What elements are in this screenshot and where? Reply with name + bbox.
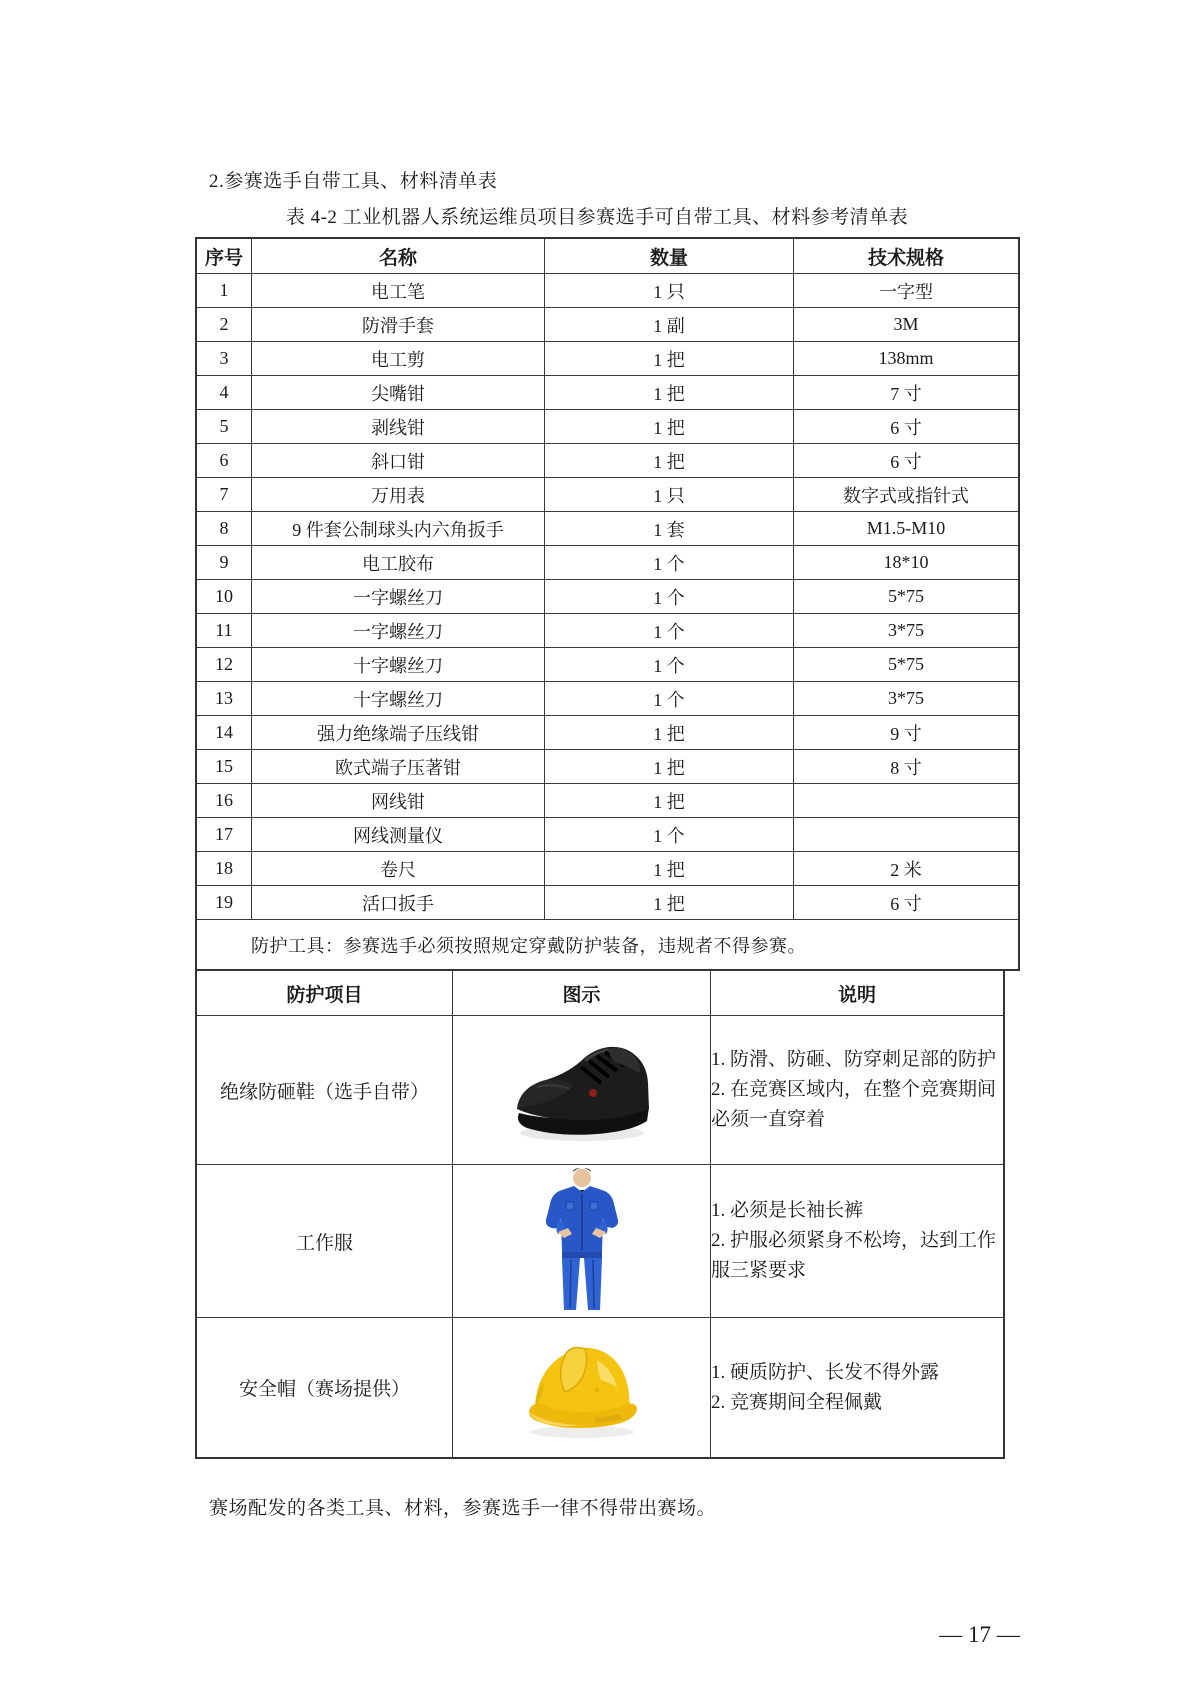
cell-index: 13 <box>196 682 252 716</box>
table-caption: 表 4-2 工业机器人系统运维员项目参赛选手可自带工具、材料参考清单表 <box>285 207 909 228</box>
cell-index: 14 <box>196 716 252 750</box>
page-content <box>195 0 999 1520</box>
cell-name: 斜口钳 <box>252 444 545 478</box>
cell-name: 网线钳 <box>252 784 545 818</box>
cell-name: 电工胶布 <box>252 546 545 580</box>
cell-index: 15 <box>196 750 252 784</box>
cell-qty: 1 把 <box>545 342 794 376</box>
table-row <box>196 478 1019 512</box>
cell-index: 19 <box>196 886 252 920</box>
cell-index: 12 <box>196 648 252 682</box>
protection-note: 防护工具：参赛选手必须按照规定穿戴防护装备，违规者不得参赛。 <box>196 920 1019 971</box>
protection-item-label: 安全帽（赛场提供） <box>196 1318 453 1459</box>
cell-spec: 138mm <box>794 342 1020 376</box>
table-row <box>196 512 1019 546</box>
table-row <box>196 546 1019 580</box>
cell-spec: 3M <box>794 308 1020 342</box>
cell-qty: 1 个 <box>545 682 794 716</box>
table-row <box>196 1165 1004 1318</box>
header-illustration: 图示 <box>453 971 711 1016</box>
table-row <box>196 410 1019 444</box>
cell-index: 11 <box>196 614 252 648</box>
cell-spec: 3*75 <box>794 614 1020 648</box>
cell-index: 6 <box>196 444 252 478</box>
cell-name: 一字螺丝刀 <box>252 614 545 648</box>
cell-index: 7 <box>196 478 252 512</box>
description-line: 2. 护服必须紧身不松垮，达到工作服三紧要求 <box>711 1230 997 1281</box>
cell-spec: 6 寸 <box>794 886 1020 920</box>
footer-note: 赛场配发的各类工具、材料，参赛选手一律不得带出赛场。 <box>209 1498 717 1519</box>
table-row <box>196 308 1019 342</box>
cell-index: 17 <box>196 818 252 852</box>
cell-spec: M1.5-M10 <box>794 512 1020 546</box>
cell-qty: 1 把 <box>545 444 794 478</box>
table-row <box>196 1016 1004 1165</box>
header-protection-item: 防护项目 <box>196 971 453 1016</box>
table-row <box>196 886 1019 920</box>
table-row <box>196 376 1019 410</box>
cell-spec: 2 米 <box>794 852 1020 886</box>
safety-shoe-image <box>497 1031 667 1149</box>
cell-index: 10 <box>196 580 252 614</box>
cell-qty: 1 个 <box>545 818 794 852</box>
cell-qty: 1 把 <box>545 716 794 750</box>
table-row <box>196 274 1019 308</box>
table-row <box>196 648 1019 682</box>
protection-header-row <box>196 971 1004 1016</box>
protection-image-cell <box>453 1318 711 1459</box>
cell-qty: 1 把 <box>545 410 794 444</box>
description-line: 1. 必须是长袖长裤 <box>711 1200 864 1221</box>
protection-image-cell <box>453 1165 711 1318</box>
cell-spec: 数字式或指针式 <box>794 478 1020 512</box>
cell-index: 18 <box>196 852 252 886</box>
cell-qty: 1 把 <box>545 784 794 818</box>
cell-qty: 1 个 <box>545 648 794 682</box>
cell-qty: 1 个 <box>545 546 794 580</box>
cell-spec: 8 寸 <box>794 750 1020 784</box>
table-row <box>196 818 1019 852</box>
cell-spec: 18*10 <box>794 546 1020 580</box>
cell-qty: 1 副 <box>545 308 794 342</box>
header-index: 序号 <box>196 238 252 274</box>
cell-name: 万用表 <box>252 478 545 512</box>
protection-item-label: 绝缘防砸鞋（选手自带） <box>196 1016 453 1165</box>
cell-spec <box>794 784 1020 818</box>
description-line: 1. 防滑、防砸、防穿刺足部的防护 <box>711 1049 997 1070</box>
cell-qty: 1 把 <box>545 376 794 410</box>
cell-spec: 6 寸 <box>794 410 1020 444</box>
cell-name: 剥线钳 <box>252 410 545 444</box>
table-row <box>196 784 1019 818</box>
cell-index: 8 <box>196 512 252 546</box>
cell-spec: 9 寸 <box>794 716 1020 750</box>
table-row <box>196 750 1019 784</box>
cell-name: 电工笔 <box>252 274 545 308</box>
header-description: 说明 <box>711 971 1005 1016</box>
protection-table-header <box>196 971 1004 1016</box>
cell-spec: 7 寸 <box>794 376 1020 410</box>
cell-name: 欧式端子压著钳 <box>252 750 545 784</box>
header-qty: 数量 <box>545 238 794 274</box>
table-row <box>196 852 1019 886</box>
table-row <box>196 444 1019 478</box>
description-line: 1. 硬质防护、长发不得外露 <box>711 1361 940 1383</box>
protection-table <box>195 970 1005 1459</box>
section-heading: 2.参赛选手自带工具、材料清单表 <box>209 171 498 192</box>
header-name: 名称 <box>252 238 545 274</box>
protection-description <box>711 1318 1005 1459</box>
protection-table-body <box>196 1016 1004 1459</box>
cell-qty: 1 套 <box>545 512 794 546</box>
tools-table-header <box>196 238 1019 274</box>
protection-item-label: 工作服 <box>196 1165 453 1318</box>
cell-name: 活口扳手 <box>252 886 545 920</box>
cell-index: 1 <box>196 274 252 308</box>
cell-qty: 1 个 <box>545 580 794 614</box>
cell-name: 尖嘴钳 <box>252 376 545 410</box>
cell-index: 5 <box>196 410 252 444</box>
safety-helmet-image <box>517 1336 647 1440</box>
work-uniform-image <box>524 1168 640 1314</box>
description-line: 2. 竞赛期间全程佩戴 <box>711 1391 883 1413</box>
table-row <box>196 1318 1004 1459</box>
cell-name: 十字螺丝刀 <box>252 682 545 716</box>
cell-index: 2 <box>196 308 252 342</box>
table-row <box>196 614 1019 648</box>
cell-qty: 1 把 <box>545 750 794 784</box>
cell-name: 9 件套公制球头内六角扳手 <box>252 512 545 546</box>
cell-spec: 一字型 <box>794 274 1020 308</box>
tools-table-body <box>196 274 1019 920</box>
tools-table-note <box>196 920 1019 971</box>
tools-header-row <box>196 238 1019 274</box>
protection-image-cell <box>453 1016 711 1165</box>
cell-name: 一字螺丝刀 <box>252 580 545 614</box>
note-row <box>196 920 1019 971</box>
cell-name: 电工剪 <box>252 342 545 376</box>
cell-spec <box>794 818 1020 852</box>
protection-description <box>711 1016 1005 1165</box>
cell-index: 3 <box>196 342 252 376</box>
cell-name: 十字螺丝刀 <box>252 648 545 682</box>
table-row <box>196 682 1019 716</box>
cell-qty: 1 只 <box>545 274 794 308</box>
cell-spec: 6 寸 <box>794 444 1020 478</box>
table-row <box>196 580 1019 614</box>
cell-index: 16 <box>196 784 252 818</box>
cell-name: 网线测量仪 <box>252 818 545 852</box>
cell-qty: 1 把 <box>545 852 794 886</box>
header-spec: 技术规格 <box>794 238 1020 274</box>
cell-name: 卷尺 <box>252 852 545 886</box>
cell-index: 4 <box>196 376 252 410</box>
cell-spec: 5*75 <box>794 648 1020 682</box>
table-row <box>196 342 1019 376</box>
cell-name: 强力绝缘端子压线钳 <box>252 716 545 750</box>
protection-description <box>711 1165 1005 1318</box>
description-line: 2. 在竞赛区域内，在整个竞赛期间必须一直穿着 <box>711 1079 997 1130</box>
cell-index: 9 <box>196 546 252 580</box>
cell-qty: 1 个 <box>545 614 794 648</box>
cell-qty: 1 把 <box>545 886 794 920</box>
cell-name: 防滑手套 <box>252 308 545 342</box>
page-number: — 17 — <box>939 1622 1020 1647</box>
cell-qty: 1 只 <box>545 478 794 512</box>
cell-spec: 3*75 <box>794 682 1020 716</box>
cell-spec: 5*75 <box>794 580 1020 614</box>
tools-table <box>195 237 1020 971</box>
table-row <box>196 716 1019 750</box>
